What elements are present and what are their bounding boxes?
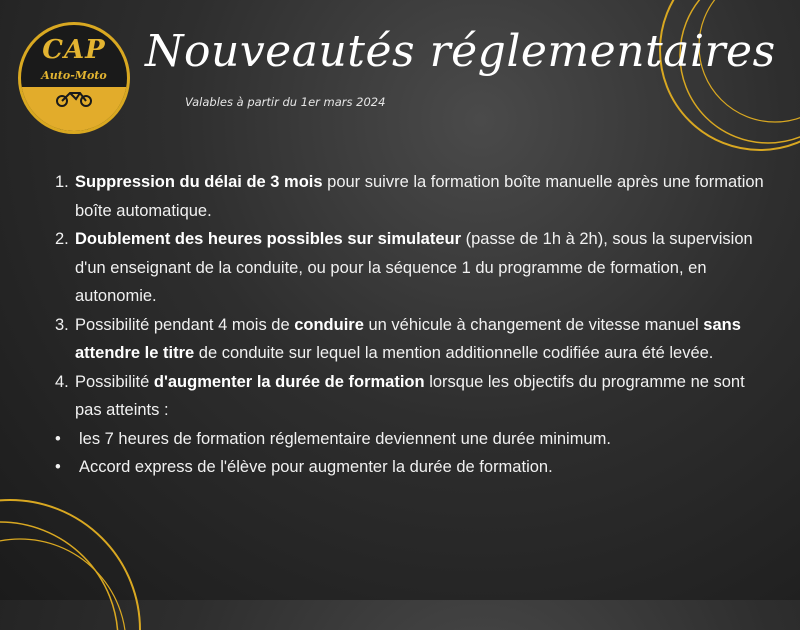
rules-list xyxy=(55,168,775,482)
motorcycle-icon xyxy=(54,87,94,107)
gold-rings-decoration xyxy=(0,470,180,630)
logo-subtext: Auto-Moto xyxy=(41,69,107,82)
list-item: 4. Possibilité d'augmenter la durée de formation lorsque les objectifs du programme ne sont pas atteints : xyxy=(55,372,745,419)
bullet-item: • les 7 heures de formation réglementaire deviennent une durée minimum. xyxy=(55,429,611,448)
logo-text: CAP xyxy=(42,35,106,65)
page-title: Nouveautés réglementaires xyxy=(145,26,776,77)
bullet-item: • Accord express de l'élève pour augmenter la durée de formation. xyxy=(55,458,553,476)
cap-auto-moto-logo xyxy=(18,22,130,134)
page-subtitle: Valables à partir du 1er mars 2024 xyxy=(185,95,386,109)
list-item: 1. Suppression du délai de 3 mois pour suivre la formation boîte manuelle après une formation boîte automatique. xyxy=(55,173,764,220)
list-item: 2. Doublement des heures possibles sur simulateur (passe de 1h à 2h), sous la supervision d'un enseignant de la conduite, ou pour la séquence 1 du programme de formation, en autonomie. xyxy=(55,230,753,305)
list-item: 3. Possibilité pendant 4 mois de conduire un véhicule à changement de vitesse manuel sans attendre le titre de conduite sur lequel la mention additionnelle codifiée aura été levée. xyxy=(55,315,741,362)
